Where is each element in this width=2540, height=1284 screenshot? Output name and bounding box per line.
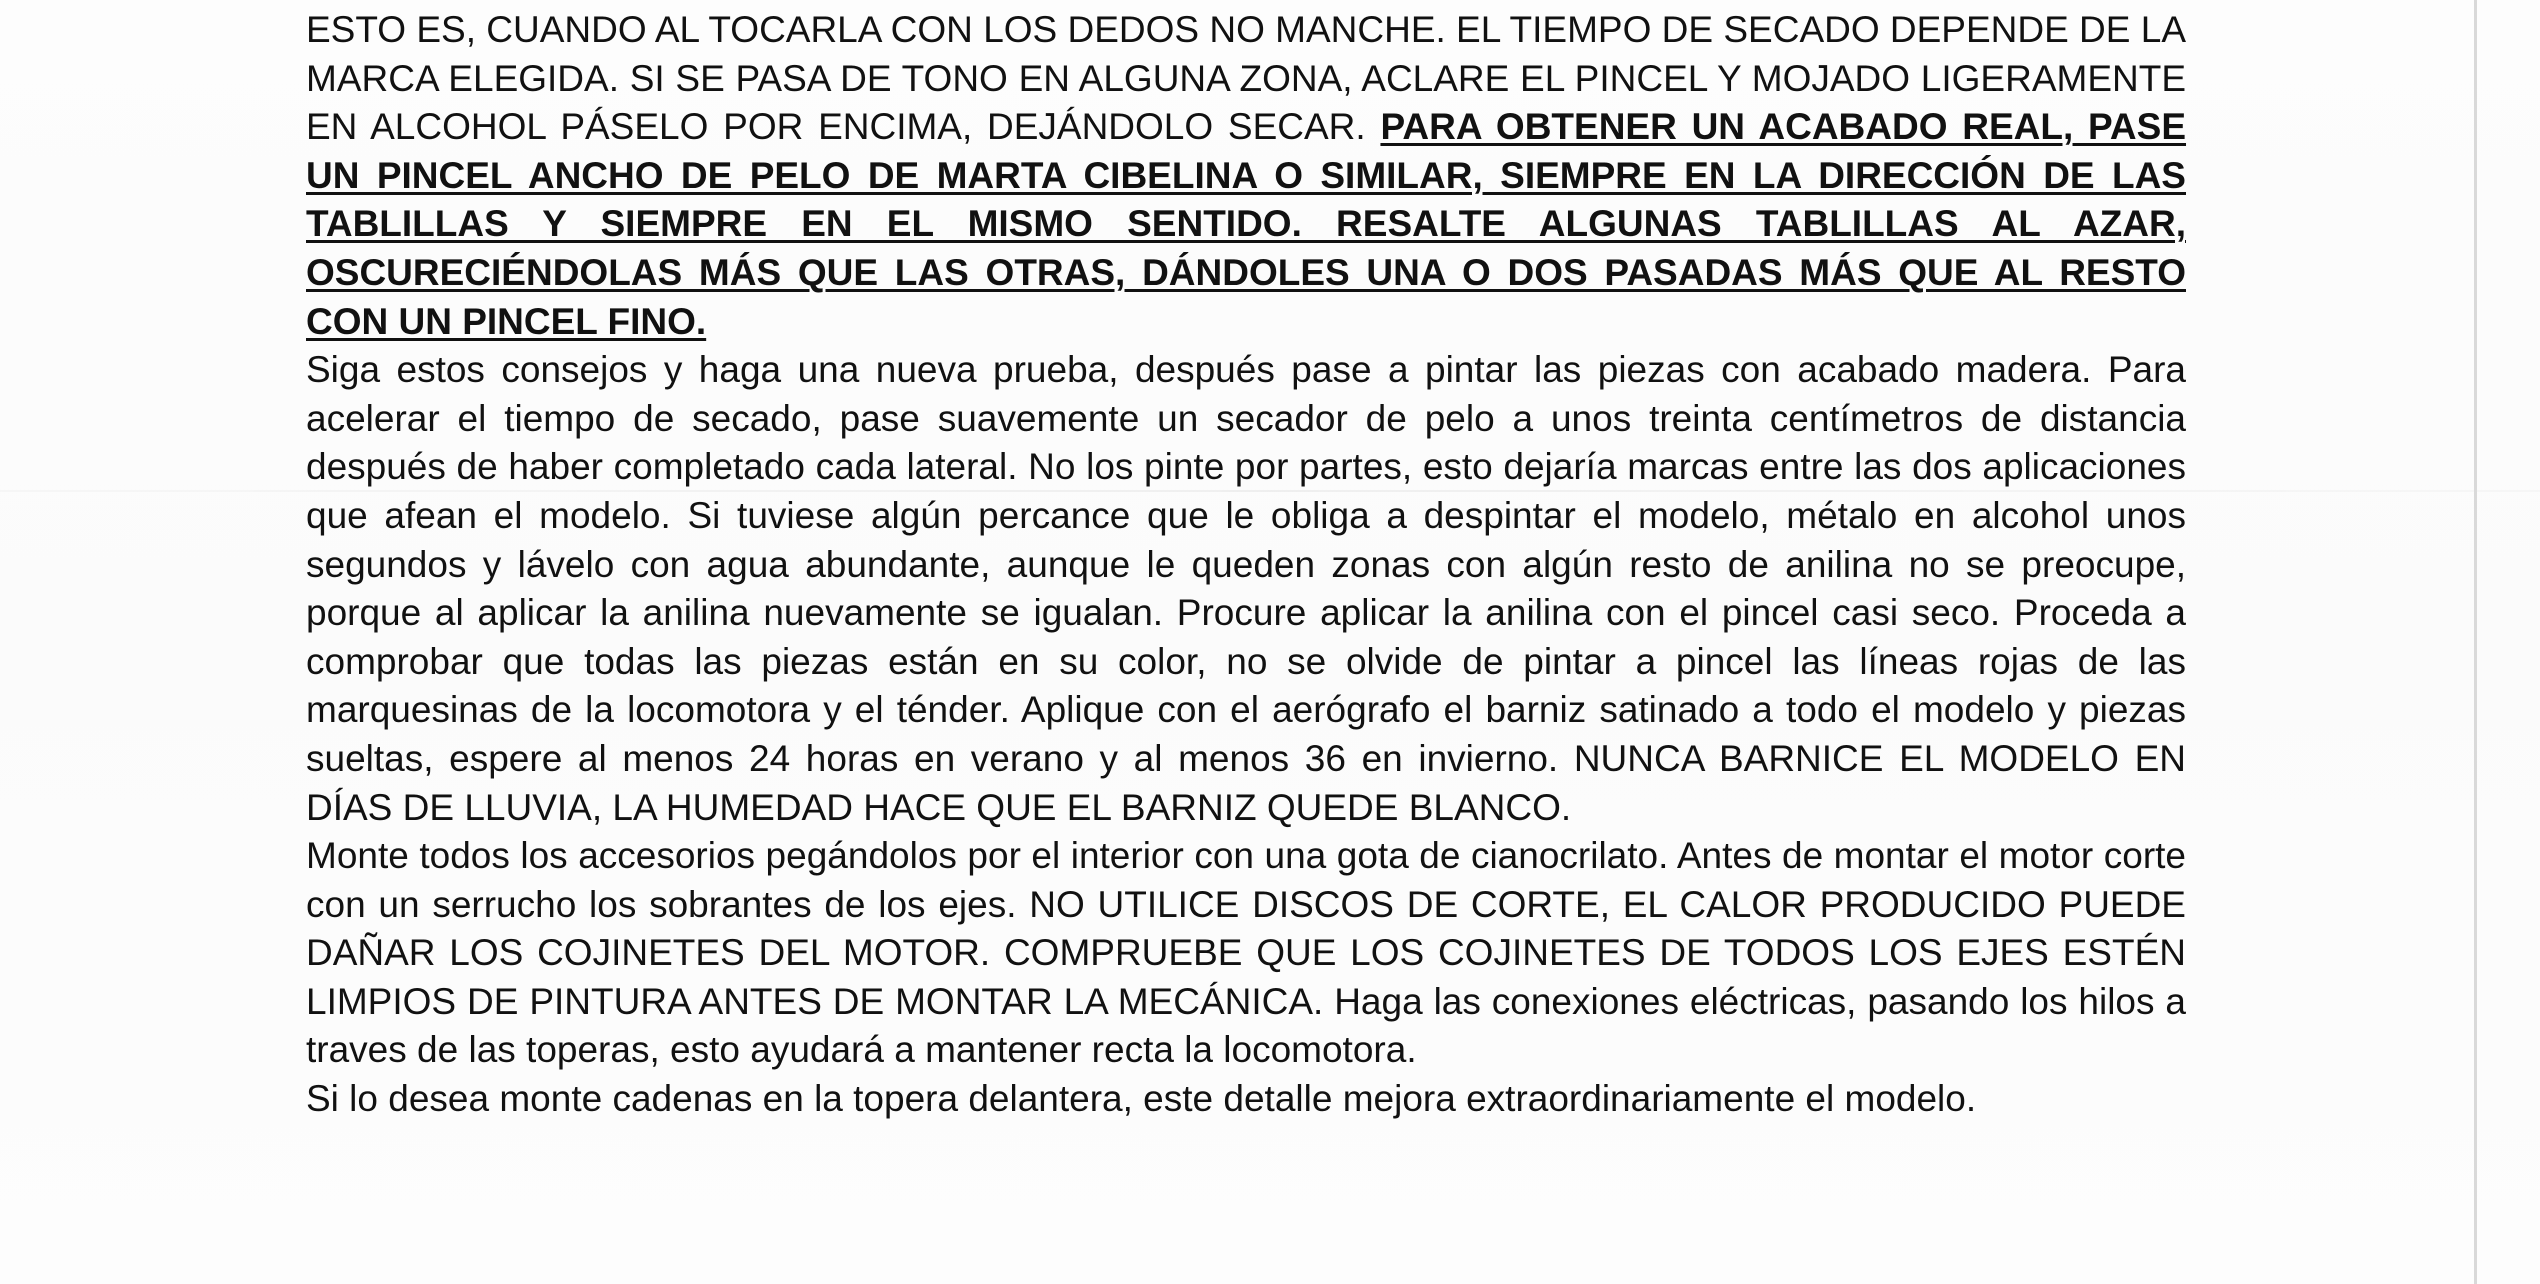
document-body xyxy=(306,6,2186,1124)
paragraph-intro-text: ESTO ES, CUANDO AL TOCARLA CON LOS DEDOS NO MANCHE. EL TIEMPO DE SECADO DEPENDE DE LA MARCA ELEGIDA. SI SE PASA DE TONO EN ALGUNA ZONA, ACLARE EL PINCEL Y MOJADO LIGERAMENTE EN ALCOHOL PÁSELO POR ENCIMA, DEJÁNDOLO SECAR. xyxy=(306,9,2186,148)
paragraph-chain-tip: Si lo desea monte cadenas en la topera delantera, este detalle mejora extraordinariamente el modelo. xyxy=(306,1078,1977,1120)
paragraph-drying-instructions xyxy=(306,6,2186,346)
emphasized-finish-instructions: PARA OBTENER UN ACABADO REAL, PASE UN PINCEL ANCHO DE PELO DE MARTA CIBELINA O SIMILAR, SIEMPRE EN LA DIRECCIÓN DE LAS TABLILLAS Y SIEMPRE EN EL MISMO SENTIDO. RESALTE ALGUNAS TABLILLAS AL AZAR, OSCURECIÉNDOLAS MÁS QUE LAS OTRAS, DÁNDOLES UNA O DOS PASADAS MÁS QUE AL RESTO CON UN PINCEL FINO. xyxy=(306,106,2187,342)
paragraph-assembly-instructions: Monte todos los accesorios pegándolos por el interior con una gota de cianocrilato. Antes de montar el motor corte con un serrucho los sobrantes de los ejes. NO UTILICE DISCOS DE CORTE, EL CALOR PRODUCIDO PUEDE DAÑAR LOS COJINETES DEL MOTOR. COMPRUEBE QUE LOS COJINETES DE TODOS LOS EJES ESTÉN LIMPIOS DE PINTURA ANTES DE MONTAR LA MECÁNICA. Haga las conexiones eléctricas, pasando los hilos a traves de las toperas, esto ayudará a mantener recta la locomotora. xyxy=(306,835,2186,1071)
paragraph-painting-instructions: Siga estos consejos y haga una nueva prueba, después pase a pintar las piezas con acabado madera. Para acelerar el tiempo de secado, pase suavemente un secador de pelo a unos treinta centímetros de distancia después de haber completado cada lateral. No los pinte por partes, esto dejaría marcas entre las dos aplicaciones que afean el modelo. Si tuviese algún percance que le obliga a despintar el modelo, métalo en alcohol unos segundos y lávelo con agua abundante, aunque le queden zonas con algún resto de anilina no se preocupe, porque al aplicar la anilina nuevamente se igualan. Procure aplicar la anilina con el pincel casi seco. Proceda a comprobar que todas las piezas están en su color, no se olvide de pintar a pincel las líneas rojas de las marquesinas de la locomotora y el ténder. Aplique con el aerógrafo el barniz satinado a todo el modelo y piezas sueltas, espere al menos 24 horas en verano y al menos 36 en invierno. NUNCA BARNICE EL MODELO EN DÍAS DE LLUVIA, LA HUMEDAD HACE QUE EL BARNIZ QUEDE BLANCO. xyxy=(306,349,2186,828)
page-edge-shadow xyxy=(2474,0,2477,1284)
